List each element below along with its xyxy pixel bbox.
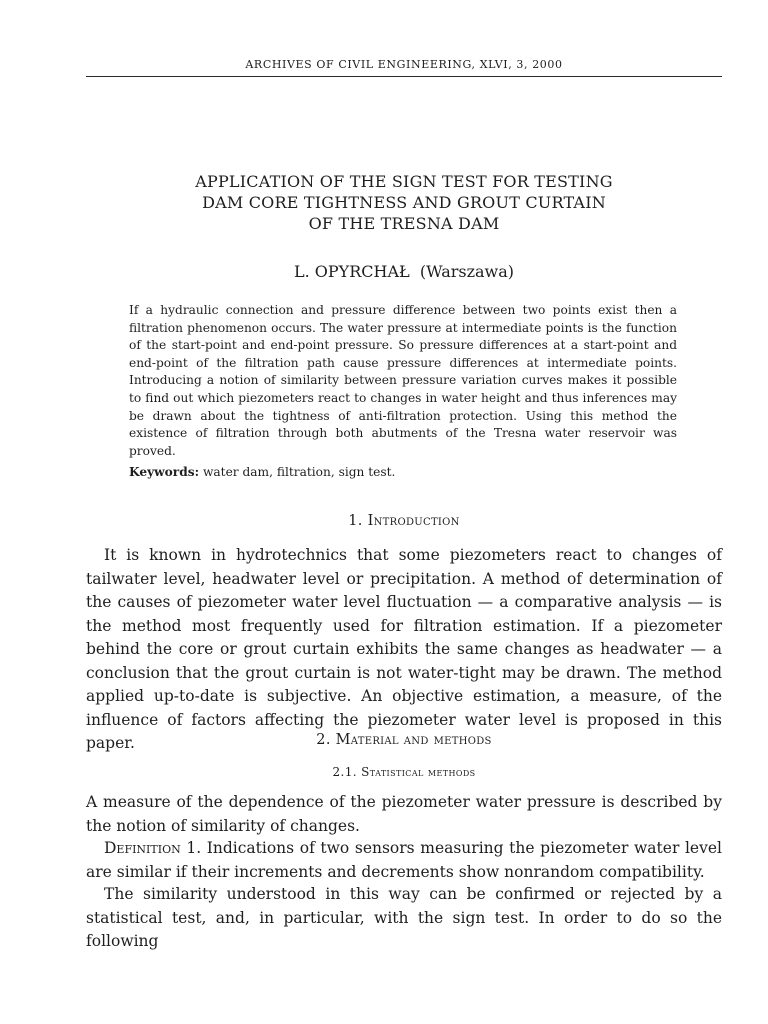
definition-paragraph [86, 837, 722, 884]
section-heading-introduction: 1. Introduction [348, 513, 460, 529]
header-rule [86, 76, 722, 77]
abstract: If a hydraulic connection and pressure difference between two points exist then a filtration phenomenon occurs. The water pressure at intermediate points is the function of the start-point and end-point pressure. So pressure differences at a start-point and end-point of the filtration path cause pressure differences at intermediate points. Introducing a notion of similarity between pressure variation curves makes it possible to find out which piezometers react to changes in water height and thus inferences may be drawn about the tightness of anti-filtration protection. Using this method the existence of filtration through both abutments of the Tresna water reservoir was proved. [129, 303, 677, 458]
subsection-heading-statistical-methods: 2.1. Statistical methods [332, 765, 476, 779]
keywords-list: water dam, filtration, sign test. [202, 465, 396, 479]
measure-paragraph: A measure of the dependence of the piezometer water pressure is described by the notion of similarity of changes. [86, 793, 722, 835]
title-line-2: DAM CORE TIGHTNESS AND GROUT CURTAIN [202, 193, 606, 212]
title-line-1: APPLICATION OF THE SIGN TEST FOR TESTING [195, 172, 613, 191]
similarity-paragraph: The similarity understood in this way can be confirmed or rejected by a statistical test, and, in particular, with the sign test. In order to do so the following [86, 885, 722, 950]
paper-title [86, 171, 722, 234]
author-line [86, 262, 722, 281]
title-line-3: OF THE TRESNA DAM [308, 214, 500, 233]
definition-text: Indications of two sensors measuring the piezometer water level are similar if their increments and decrements show nonrandom compatibility. [86, 839, 722, 881]
keywords [129, 465, 677, 479]
running-head: ARCHIVES OF CIVIL ENGINEERING, XLVI, 3, 2000 [245, 58, 563, 71]
author-affiliation: (Warszawa) [419, 262, 515, 281]
author-name: L. OPYRCHAŁ [293, 262, 410, 281]
introduction-paragraph: It is known in hydrotechnics that some piezometers react to changes of tailwater level, headwater level or precipitation. A method of determination of the causes of piezometer water level fluctuation — a comparative analysis — is the method most frequently used for filtration estimation. If a piezometer behind the core or grout curtain exhibits the same changes as headwater — a conclusion that the grout curtain is not water-tight may be drawn. The method applied up-to-date is subjective. An objective estimation, a measure, of the influence of factors affecting the piezometer water level is proposed in this paper. [86, 546, 722, 752]
keywords-label: Keywords: [129, 465, 200, 479]
paper-page [86, 0, 722, 1024]
definition-label: Definition 1. [104, 839, 202, 857]
section-heading-material-methods: 2. Material and methods [316, 732, 492, 748]
